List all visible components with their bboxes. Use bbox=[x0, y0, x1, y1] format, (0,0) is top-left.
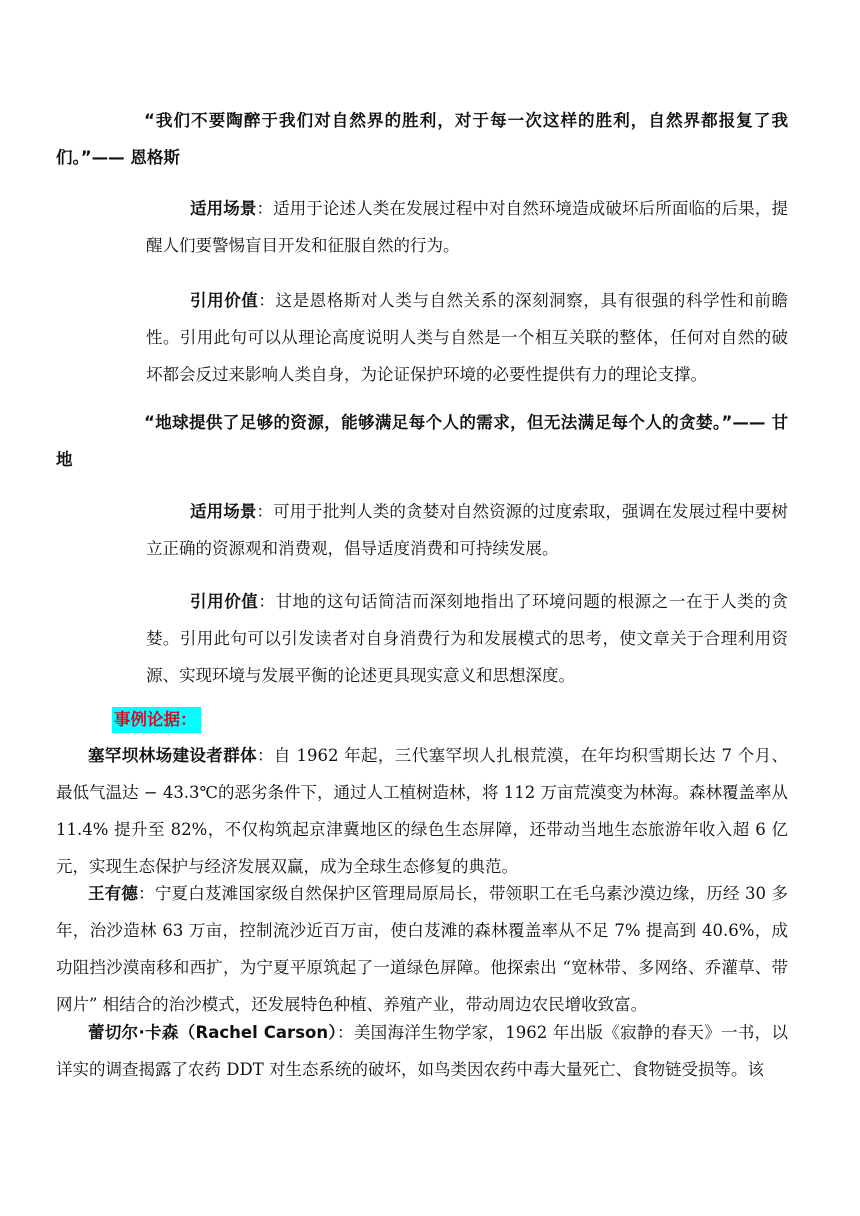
gandhi-scene-paragraph bbox=[146, 493, 788, 567]
value-text: ：甘地的这句话简洁而深刻地指出了环境问题的根源之一在于人类的贪婪。引用此句可以引发读者对自身消费行为和发展模式的思考，使文章关于合理利用资源、实现环境与发展平衡的论述更具现实意义和思想深度。 bbox=[146, 592, 789, 685]
engels-value-paragraph bbox=[146, 282, 788, 393]
example-label: 王有德 bbox=[88, 884, 139, 903]
example-saihanba bbox=[56, 737, 788, 885]
value-label: 引用价值 bbox=[190, 592, 259, 611]
value-label: 引用价值 bbox=[190, 291, 259, 310]
quote-gandhi: “地球提供了足够的资源，能够满足每个人的需求，但无法满足每个人的贪婪。”—— 甘地 bbox=[56, 413, 788, 469]
scene-label: 适用场景 bbox=[190, 199, 257, 218]
scene-label: 适用场景 bbox=[190, 502, 257, 521]
value-text: ：这是恩格斯对人类与自然关系的深刻洞察，具有很强的科学性和前瞻性。引用此句可以从理论高度说明人类与自然是一个相互关联的整体，任何对自然的破坏都会反过来影响人类自身，为论证保护环境的必要性提供有力的理论支撑。 bbox=[146, 291, 789, 384]
section-heading: 事例论据： bbox=[112, 707, 201, 733]
example-text: ：自 1962 年起，三代塞罕坝人扎根荒漠，在年均积雪期长达 7 个月、最低气温达 − 43.3℃的恶劣条件下，通过人工植树造林，将 112 万亩荒漠变为林海。森林覆盖率从 11.4% 提升至 82%，不仅构筑起京津冀地区的绿色生态屏障，还带动当地生态旅游年收入超 6 亿元，实现生态保护与经济发展双赢，成为全球生态修复的典范。 bbox=[56, 746, 789, 876]
example-text: ：美国海洋生物学家，1962 年出版《寂静的春天》一书，以详实的调查揭露了农药 DDT 对生态系统的破坏，如鸟类因农药中毒大量死亡、食物链受损等。该 bbox=[56, 1023, 788, 1079]
example-label: 蕾切尔·卡森（Rachel Carson） bbox=[88, 1023, 337, 1042]
example-wang-youde bbox=[56, 875, 788, 1023]
section-heading-row bbox=[112, 707, 412, 733]
gandhi-value-paragraph bbox=[146, 583, 788, 694]
engels-scene-paragraph bbox=[146, 190, 788, 264]
quote-engels: “我们不要陶醉于我们对自然界的胜利，对于每一次这样的胜利，自然界都报复了我们。”—— 恩格斯 bbox=[56, 111, 788, 167]
scene-text: ：适用于论述人类在发展过程中对自然环境造成破坏后所面临的后果，提醒人们要警惕盲目开发和征服自然的行为。 bbox=[146, 199, 789, 255]
example-text: ：宁夏白芨滩国家级自然保护区管理局原局长，带领职工在毛乌素沙漠边缘，历经 30 多年，治沙造林 63 万亩，控制流沙近百万亩，使白芨滩的森林覆盖率从不足 7% 提高到 40.6%，成功阻挡沙漠南移和西扩，为宁夏平原筑起了一道绿色屏障。他探索出 “宽林带、多网络、乔灌草、带网片” 相结合的治沙模式，还发展特色种植、养殖产业，带动周边农民增收致富。 bbox=[56, 884, 788, 1014]
scene-text: ：可用于批判人类的贪婪对自然资源的过度索取，强调在发展过程中要树立正确的资源观和消费观，倡导适度消费和可持续发展。 bbox=[146, 502, 789, 558]
example-rachel-carson bbox=[56, 1014, 788, 1088]
example-label: 塞罕坝林场建设者群体 bbox=[88, 746, 258, 765]
